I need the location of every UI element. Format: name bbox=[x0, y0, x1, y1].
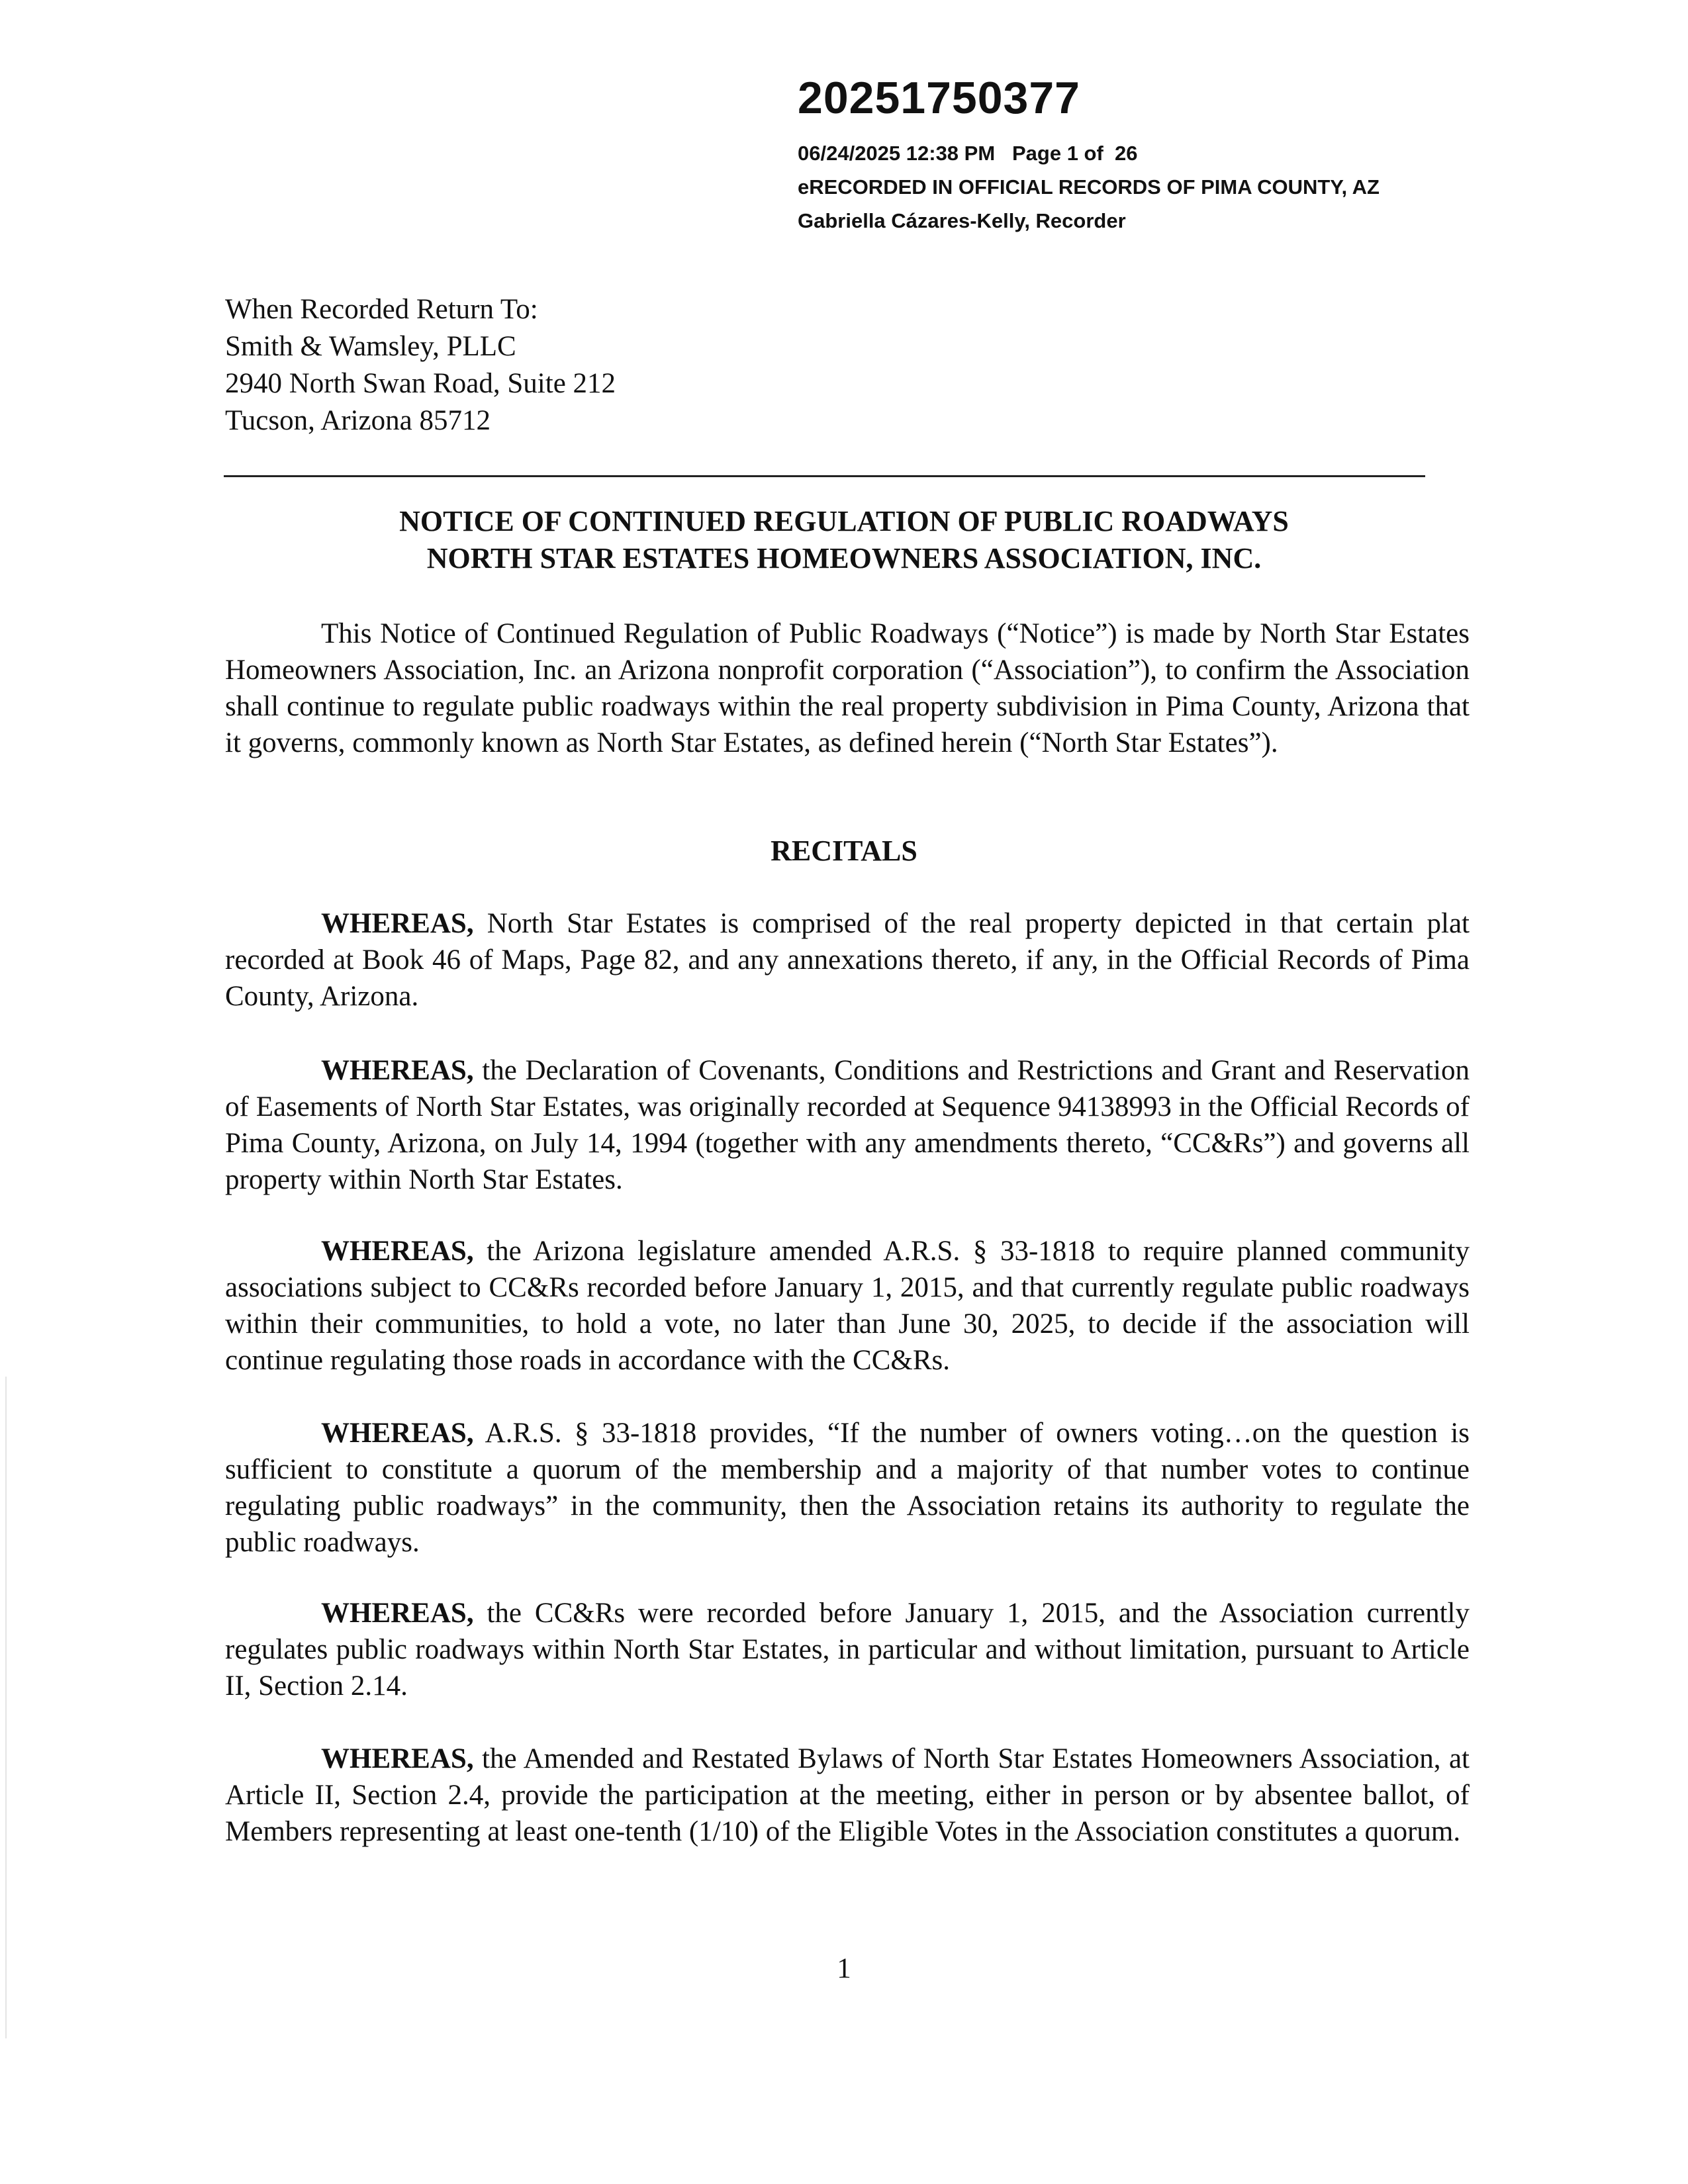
title-line-2: NORTH STAR ESTATES HOMEOWNERS ASSOCIATION, INC. bbox=[426, 542, 1262, 574]
scan-edge-mark bbox=[5, 1377, 7, 2038]
intro-paragraph: This Notice of Continued Regulation of Public Roadways (“Notice”) is made by North Star Estates Homeowners Association, Inc. an Arizona nonprofit corporation (“Association”), to confirm the Association shall continue to regulate public roadways within the real property subdivision in Pima County, Arizona that it governs, commonly known as North Star Estates, as defined herein (“North Star Estates”). bbox=[225, 618, 1470, 758]
recital-lead: WHEREAS, bbox=[321, 1236, 474, 1267]
recital-text: the CC&Rs were recorded before January 1, 2015, and the Association currently regulates public roadways within North Star Estates, in particular and without limitation, pursuant to Article II, Section 2.14. bbox=[225, 1598, 1470, 1702]
recording-number: 20251750377 bbox=[798, 73, 1081, 123]
recital-paragraph bbox=[225, 1595, 1470, 1704]
return-to-city: Tucson, Arizona 85712 bbox=[225, 405, 491, 436]
recital-paragraph bbox=[225, 1052, 1470, 1198]
recital-text: the Declaration of Covenants, Conditions and Restrictions and Grant and Reservation of Easements of North Star Estates, was originally recorded at Sequence 94138993 in the Official Records of Pima County, Arizona, on July 14, 1994 (together with any amendments thereto, “CC&Rs”) and governs all property within North Star Estates. bbox=[225, 1055, 1470, 1195]
recital-lead: WHEREAS, bbox=[321, 1055, 474, 1086]
recital-paragraph bbox=[225, 1233, 1470, 1379]
recital-paragraph bbox=[225, 1741, 1470, 1850]
recital-text: A.R.S. § 33-1818 provides, “If the number of owners voting…on the question is sufficient to constitute a quorum of the membership and a majority of that number votes to continue regulating public roadways” in the community, then the Association retains its authority to regulate the public roadways. bbox=[225, 1418, 1470, 1558]
return-to-label: When Recorded Return To: bbox=[225, 294, 538, 325]
recital-lead: WHEREAS, bbox=[321, 1598, 474, 1629]
recital-lead: WHEREAS, bbox=[321, 1743, 474, 1774]
document-title bbox=[199, 503, 1489, 577]
divider-rule bbox=[224, 475, 1425, 477]
page-number: 1 bbox=[837, 1953, 851, 1984]
recital-lead: WHEREAS, bbox=[321, 1418, 474, 1449]
title-line-1: NOTICE OF CONTINUED REGULATION OF PUBLIC ROADWAYS bbox=[399, 505, 1289, 537]
recital-paragraph bbox=[225, 1415, 1470, 1561]
recording-date-page: 06/24/2025 12:38 PM Page 1 of 26 bbox=[798, 142, 1138, 165]
recital-lead: WHEREAS, bbox=[321, 908, 474, 939]
return-to-name: Smith & Wamsley, PLLC bbox=[225, 331, 516, 362]
recital-text: North Star Estates is comprised of the real property depicted in that certain plat recorded at Book 46 of Maps, Page 82, and any annexations thereto, if any, in the Official Records of Pima County, Arizona. bbox=[225, 908, 1470, 1012]
recital-text: the Amended and Restated Bylaws of North Star Estates Homeowners Association, at Article II, Section 2.4, provide the participation at the meeting, either in person or by absentee ballot, of Members representing at least one-tenth (1/10) of the Eligible Votes in the Association constitutes a quorum. bbox=[225, 1743, 1470, 1847]
recitals-heading: RECITALS bbox=[771, 835, 917, 867]
return-to-street: 2940 North Swan Road, Suite 212 bbox=[225, 368, 616, 399]
recording-stamp bbox=[798, 71, 1380, 238]
recorder-name: Gabriella Cázares-Kelly, Recorder bbox=[798, 209, 1126, 232]
recital-text: the Arizona legislature amended A.R.S. § 33-1818 to require planned community associations subject to CC&Rs recorded before January 1, 2015, and that currently regulate public roadways within their communities, to hold a vote, no later than June 30, 2025, to decide if the association will continue regulating those roads in accordance with the CC&Rs. bbox=[225, 1236, 1470, 1376]
recital-paragraph bbox=[225, 905, 1470, 1015]
return-to-block bbox=[225, 291, 616, 439]
recording-office: eRECORDED IN OFFICIAL RECORDS OF PIMA COUNTY, AZ bbox=[798, 175, 1380, 199]
